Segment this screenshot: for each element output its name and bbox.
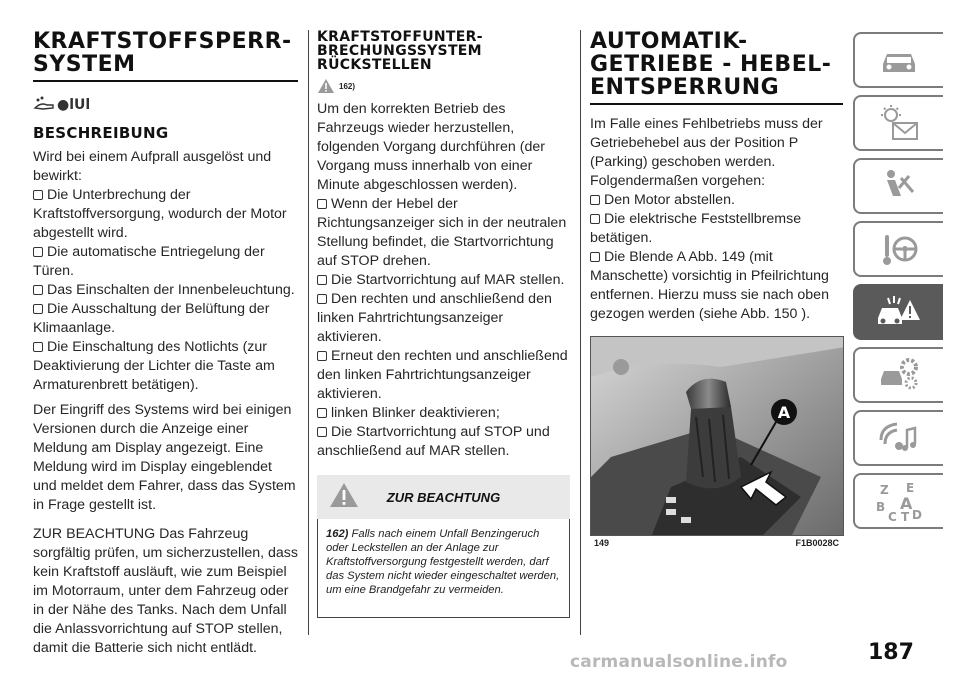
tab-starting[interactable] bbox=[853, 221, 943, 277]
column-gear-release bbox=[590, 30, 843, 548]
bullet-list bbox=[33, 186, 298, 395]
column-divider bbox=[580, 30, 581, 635]
figure-code: F1B0028C bbox=[795, 538, 839, 548]
checkbox-bullet-icon bbox=[590, 195, 600, 205]
title-rule bbox=[33, 80, 298, 82]
checkbox-bullet-icon bbox=[317, 199, 327, 209]
paragraph: ZUR BEACHTUNG Das Fahrzeug sorgfältig prüfen, um sicherzustellen, dass kein Kraftstoff ausläuft, wie zum Beispiel im Motorraum, unter dem Fahrzeug oder in der Nähe des Tanks. Nach dem Unfall die Anlassvorrichtung auf STOP stellen, damit die Batterie sich nicht entlädt. bbox=[33, 526, 298, 656]
checkbox-bullet-icon bbox=[317, 351, 327, 361]
warning-reference bbox=[317, 78, 570, 94]
list-item bbox=[33, 281, 298, 300]
list-item bbox=[317, 404, 570, 423]
svg-text:C: C bbox=[888, 510, 897, 523]
list-item bbox=[33, 243, 298, 281]
tab-dashboard[interactable] bbox=[853, 32, 943, 88]
list-item-text: Die Startvorrichtung auf STOP und anschließend auf MAR stellen. bbox=[317, 424, 550, 459]
lights-message-icon bbox=[877, 103, 921, 143]
section-title bbox=[317, 30, 570, 72]
list-item bbox=[317, 271, 570, 290]
list-item bbox=[590, 210, 843, 248]
warning-ref-text: 162) bbox=[339, 81, 356, 91]
list-item-text: Die elektrische Feststellbremse betätigen. bbox=[590, 211, 802, 246]
list-item-text: Den Motor abstellen. bbox=[604, 192, 735, 208]
list-item-text: Die Startvorrichtung auf MAR stellen. bbox=[331, 272, 565, 288]
list-item bbox=[317, 290, 570, 347]
title-line: KRAFTSTOFFUNTER- bbox=[317, 29, 483, 45]
list-item-text: Wenn der Hebel der Richtungsanzeiger sich in der neutralen Stellung befindet, die Startvorrichtung auf STOP drehen. bbox=[317, 196, 567, 269]
multimedia-music-icon bbox=[877, 418, 921, 458]
checkbox-bullet-icon bbox=[317, 294, 327, 304]
tab-index[interactable] bbox=[853, 473, 943, 529]
checkbox-bullet-icon bbox=[33, 190, 43, 200]
title-rule bbox=[590, 103, 843, 105]
list-item-text: Erneut den rechten und anschließend den linken Fahrtrichtungsanzeiger aktivieren. bbox=[317, 348, 568, 402]
subsection-title: BESCHREIBUNG bbox=[33, 124, 169, 142]
tab-safety[interactable] bbox=[853, 158, 943, 214]
list-item bbox=[33, 338, 298, 395]
svg-text:D: D bbox=[912, 508, 922, 522]
bullet-list bbox=[590, 191, 843, 324]
svg-text:T: T bbox=[901, 510, 910, 523]
list-item-text: Die Unterbrechung der Kraftstoffversorgung, wodurch der Motor abgestellt wird. bbox=[33, 187, 287, 241]
paragraph: Im Falle eines Fehlbetriebs muss der Getriebehebel aus der Position P (Parking) geschoben werden. Folgendermaßen vorgehen: bbox=[590, 116, 823, 189]
title-line: ENTSPERRUNG bbox=[590, 75, 780, 100]
checkbox-bullet-icon bbox=[33, 247, 43, 257]
title-line: BRECHUNGSSYSTEM bbox=[317, 43, 482, 59]
column-divider bbox=[308, 30, 309, 635]
tab-emergency[interactable] bbox=[853, 284, 943, 340]
svg-text:A: A bbox=[900, 494, 913, 513]
caution-box bbox=[317, 519, 570, 618]
list-item bbox=[33, 300, 298, 338]
list-item-text: Die Ausschaltung der Belüftung der Klimaanlage. bbox=[33, 301, 270, 336]
emergency-car-icon bbox=[874, 292, 924, 332]
paragraph: Wird bei einem Aufprall ausgelöst und bewirkt: bbox=[33, 149, 272, 184]
svg-text:E: E bbox=[906, 481, 915, 495]
caution-text: Falls nach einem Unfall Benzingeruch oder Leckstellen an der Anlage zur Kraftstoffversorgung festgestellt werden, darf das System nicht wieder eingeschaltet werden, um eine Brandgefahr zu vermeiden. bbox=[326, 528, 560, 596]
checkbox-bullet-icon bbox=[317, 275, 327, 285]
figure-caption bbox=[590, 538, 843, 548]
checkbox-bullet-icon bbox=[33, 342, 43, 352]
checkbox-bullet-icon bbox=[33, 285, 43, 295]
gear-lever-photo bbox=[590, 336, 844, 536]
caution-ref: 162) bbox=[326, 528, 349, 540]
engine-version-icon bbox=[57, 94, 91, 112]
list-item bbox=[317, 195, 570, 271]
column-reset bbox=[317, 30, 570, 618]
hand-icon bbox=[33, 94, 55, 112]
section-title bbox=[33, 30, 298, 76]
tab-maintenance[interactable] bbox=[853, 347, 943, 403]
title-line: AUTOMATIK- bbox=[590, 29, 748, 54]
bullet-list bbox=[317, 195, 570, 461]
figure-number: 149 bbox=[594, 538, 610, 548]
gear-lever-illustration bbox=[591, 337, 844, 536]
warning-triangle-icon bbox=[317, 78, 335, 94]
title-line: KRAFTSTOFFSPERR- bbox=[33, 29, 292, 54]
list-item-text: linken Blinker deaktivieren; bbox=[331, 405, 500, 421]
list-item-text: Das Einschalten der Innenbeleuchtung. bbox=[47, 282, 295, 298]
car-service-gears-icon bbox=[877, 355, 921, 395]
svg-text:●lUl: ●lUl bbox=[57, 97, 91, 112]
title-line: GETRIEBE - HEBEL- bbox=[590, 52, 832, 77]
key-steering-wheel-icon bbox=[877, 229, 921, 269]
airbag-seat-icon bbox=[877, 166, 921, 206]
caution-title: ZUR BEACHTUNG bbox=[386, 489, 501, 505]
paragraph: Der Eingriff des Systems wird bei einigen Versionen durch die Anzeige einer Meldung am Display angezeigt. Eine Meldung wird im Display eingeblendet und meldet dem Fahrer, dass das System in Frage gestellt ist. bbox=[33, 402, 296, 513]
list-item-text: Die Blende A Abb. 149 (mit Manschette) vorsichtig in Pfeilrichtung entfernen. Hierzu muss sie nach oben gezogen werden (siehe Abb. 150 ). bbox=[590, 249, 829, 322]
page-number: 187 bbox=[868, 640, 914, 665]
list-item bbox=[590, 248, 843, 324]
svg-text:Z: Z bbox=[880, 483, 889, 497]
list-item bbox=[317, 423, 570, 461]
car-dashboard-icon bbox=[877, 42, 921, 78]
svg-text:B: B bbox=[876, 500, 886, 514]
alphabet-index-icon bbox=[874, 479, 924, 523]
figure-label-a: A bbox=[777, 403, 791, 422]
section-title bbox=[590, 30, 843, 99]
chapter-tabs bbox=[853, 32, 943, 536]
checkbox-bullet-icon bbox=[590, 252, 600, 262]
list-item-text: Den rechten und anschließend den linken Fahrtrichtungsanzeiger aktivieren. bbox=[317, 291, 552, 345]
title-line: RÜCKSTELLEN bbox=[317, 57, 432, 73]
checkbox-bullet-icon bbox=[317, 408, 327, 418]
list-item bbox=[590, 191, 843, 210]
caution-header bbox=[317, 475, 570, 519]
paragraph: Um den korrekten Betrieb des Fahrzeugs wieder herzustellen, folgenden Vorgang durchführen (der Vorgang muss innerhalb von einer Minute abgeschlossen werden). bbox=[317, 101, 545, 193]
list-item-text: Die automatische Entriegelung der Türen. bbox=[33, 244, 265, 279]
watermark: carmanualsonline.info bbox=[570, 652, 788, 672]
title-line: SYSTEM bbox=[33, 52, 136, 77]
tab-lights[interactable] bbox=[853, 95, 943, 151]
checkbox-bullet-icon bbox=[33, 304, 43, 314]
list-item-text: Die Einschaltung des Notlichts (zur Deaktivierung der Lichter die Taste am Armaturenbrett betätigen). bbox=[33, 339, 275, 393]
list-item bbox=[33, 186, 298, 243]
column-fuel-cutoff bbox=[33, 30, 298, 658]
tab-multimedia[interactable] bbox=[853, 410, 943, 466]
list-item bbox=[317, 347, 570, 404]
warning-triangle-icon bbox=[329, 482, 359, 508]
version-icons bbox=[33, 90, 298, 112]
checkbox-bullet-icon bbox=[317, 427, 327, 437]
checkbox-bullet-icon bbox=[590, 214, 600, 224]
